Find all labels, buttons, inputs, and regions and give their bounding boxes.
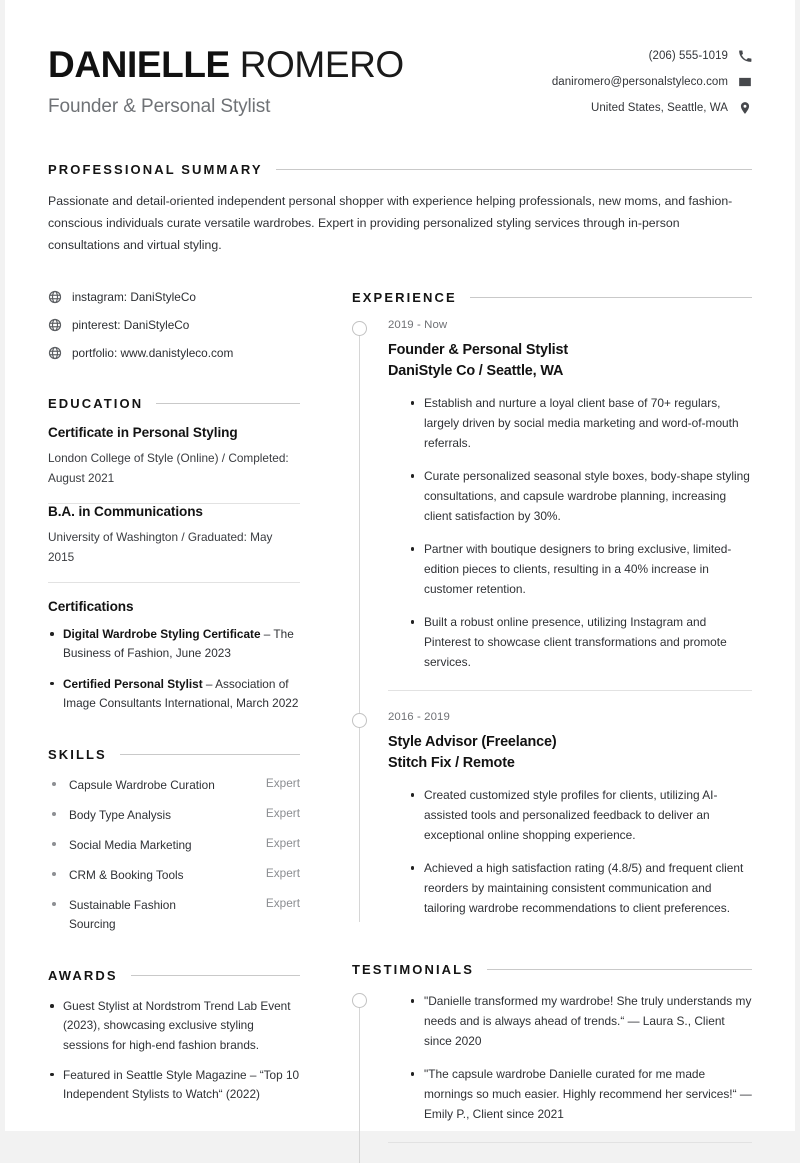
contact-email-label: daniromero@personalstyleco.com [551,75,728,88]
education-meta: University of Washington / Graduated: May 2015 [48,530,273,564]
list-item: Guest Stylist at Nordstrom Trend Lab Event (2023), showcasing exclusive styling sessions for high-end fashion brands. [48,997,300,1054]
certification-name: Digital Wardrobe Styling Certificate [63,627,261,642]
certification-detail: – The Business of Fashion, June 2023 [63,627,294,661]
heading-rule [487,969,752,970]
education-meta: London College of Style (Online) / Completed: August 2021 [48,451,289,485]
education-heading-label: EDUCATION [48,396,144,412]
skill-level: Expert [265,835,300,850]
contact-location[interactable] [552,100,752,115]
timeline-connector [359,333,360,719]
experience-role: Style Advisor (Freelance) [388,734,557,751]
timeline-dot-icon [352,993,367,1008]
list-item [48,625,300,663]
contact-list [552,42,752,115]
social-link-portfolio[interactable] [48,346,300,360]
timeline-connector [359,725,360,922]
contact-location-label: United States, Seattle, WA [590,101,728,114]
skill-level: Expert [265,896,300,911]
experience-date: 2019 - Now [388,319,448,332]
experience-bullets [388,785,752,918]
certifications-list [48,625,300,712]
list-item: "Danielle transformed my wardrobe! She truly understands my needs and is always ahead of trends.“ — Laura S., Client since 2020 [410,991,752,1051]
social-links [48,290,300,360]
list-item: Achieved a high satisfaction rating (4.8/5) and frequent client reorders by maintaining consistent communication and tailoring wardrobe recommendations to client preferences. [410,858,752,918]
resume-page [5,0,795,1131]
awards-heading-label: AWARDS [48,968,118,984]
testimonials-timeline [352,991,752,1163]
page-title [48,46,404,85]
skills-heading-label: SKILLS [48,746,107,762]
list-item [48,896,300,934]
phone-icon [737,48,752,63]
list-item [48,806,300,825]
email-icon [737,74,752,89]
experience-entry [388,319,752,711]
testimonials-heading-label: TESTIMONIALS [352,962,474,978]
skill-name: Sustainable Fashion Sourcing [69,898,176,932]
timeline-dot-icon [352,321,367,336]
certifications-block [48,583,300,712]
certification-name: Certified Personal Stylist [63,676,203,691]
location-icon [737,100,752,115]
contact-phone[interactable] [552,48,752,63]
testimonials-heading [352,962,752,977]
list-item: "The capsule wardrobe Danielle curated for me made mornings so much easier. Highly recommend her services!“ — Emily P., Client since 2021 [410,1064,752,1124]
globe-icon [48,318,62,332]
experience-timeline [352,319,752,922]
job-title: Founder & Personal Stylist [48,95,271,117]
social-link-label: instagram: DaniStyleCo [72,290,196,305]
education-item [48,425,300,503]
divider [388,690,752,691]
heading-rule [276,169,752,170]
section-professional-summary [48,162,752,257]
certifications-title: Certifications [48,599,134,615]
testimonial-entry [388,991,752,1163]
skill-name: Social Media Marketing [69,837,192,852]
experience-date: 2016 - 2019 [388,711,450,724]
identity-block [48,42,404,118]
timeline-connector [359,1005,360,1163]
summary-heading-label: PROFESSIONAL SUMMARY [48,161,263,177]
skill-name: Capsule Wardrobe Curation [69,777,215,792]
list-item: Created customized style profiles for clients, utilizing AI-assisted tools and personalized feedback to deliver an exceptional online shopping experience. [410,785,752,845]
body-columns [48,290,752,1163]
skill-level: Expert [265,805,300,820]
heading-rule [156,403,300,404]
list-item: Built a robust online presence, utilizing Instagram and Pinterest to showcase client transformations and promote services. [410,612,752,672]
section-testimonials [352,962,752,1163]
list-item: Partner with boutique designers to bring exclusive, limited-edition pieces to clients, resulting in a 40% increase in customer retention. [410,539,752,599]
heading-rule [131,975,300,976]
skills-list [48,776,300,935]
testimonials-list [388,991,752,1124]
section-spacer [352,922,752,962]
skill-level: Expert [265,866,300,881]
list-item: Featured in Seattle Style Magazine – “Top 10 Independent Stylists to Watch“ (2022) [48,1066,300,1104]
social-link-pinterest[interactable] [48,318,300,332]
resume-header [48,42,752,118]
first-name: DANIELLE [48,44,230,85]
experience-org: DaniStyle Co / Seattle, WA [388,362,564,379]
social-link-label: pinterest: DaniStyleCo [72,318,190,333]
skill-level: Expert [265,775,300,790]
summary-text: Passionate and detail-oriented independent personal shopper with experience helping professionals, new moms, and fashion-conscious individuals curate versatile wardrobes. Expert in providing personalized styling services through in-person consultations and virtual styling. [48,193,733,252]
divider [388,1142,752,1143]
skill-name: Body Type Analysis [69,807,172,822]
social-link-instagram[interactable] [48,290,300,304]
heading-rule [120,754,300,755]
heading-rule [470,297,752,298]
contact-phone-label: (206) 555-1019 [648,49,728,62]
list-item: Establish and nurture a loyal client base of 70+ regulars, largely driven by social media marketing and word-of-mouth referrals. [410,393,752,453]
list-item [48,836,300,855]
experience-heading-label: EXPERIENCE [352,290,457,306]
experience-bullets [388,393,752,672]
experience-heading [352,290,752,305]
section-experience [352,290,752,922]
certification-detail: – Association of Image Consultants International, March 2022 [63,676,299,710]
section-education [48,396,300,712]
contact-email[interactable] [552,74,752,89]
education-item [48,504,300,582]
skills-heading [48,747,300,762]
right-column [352,290,752,1163]
globe-icon [48,290,62,304]
list-item [48,866,300,885]
education-title: Certificate in Personal Styling [48,425,238,441]
list-item: Curate personalized seasonal style boxes, body-shape styling consultations, and capsule wardrobe planning, increasing client satisfaction by 30%. [410,466,752,526]
education-title: B.A. in Communications [48,504,203,520]
left-column [48,290,300,1137]
awards-list [48,997,300,1104]
experience-org: Stitch Fix / Remote [388,754,515,771]
section-skills [48,747,300,935]
globe-icon [48,346,62,360]
social-link-label: portfolio: www.danistyleco.com [72,346,234,361]
experience-entry [388,711,752,922]
list-item [48,675,300,713]
last-name: ROMERO [239,44,404,85]
summary-heading [48,162,752,177]
list-item [48,776,300,795]
awards-heading [48,968,300,983]
education-heading [48,396,300,411]
experience-role: Founder & Personal Stylist [388,342,569,359]
section-awards [48,968,300,1104]
skill-name: CRM & Booking Tools [69,868,184,883]
timeline-dot-icon [352,713,367,728]
